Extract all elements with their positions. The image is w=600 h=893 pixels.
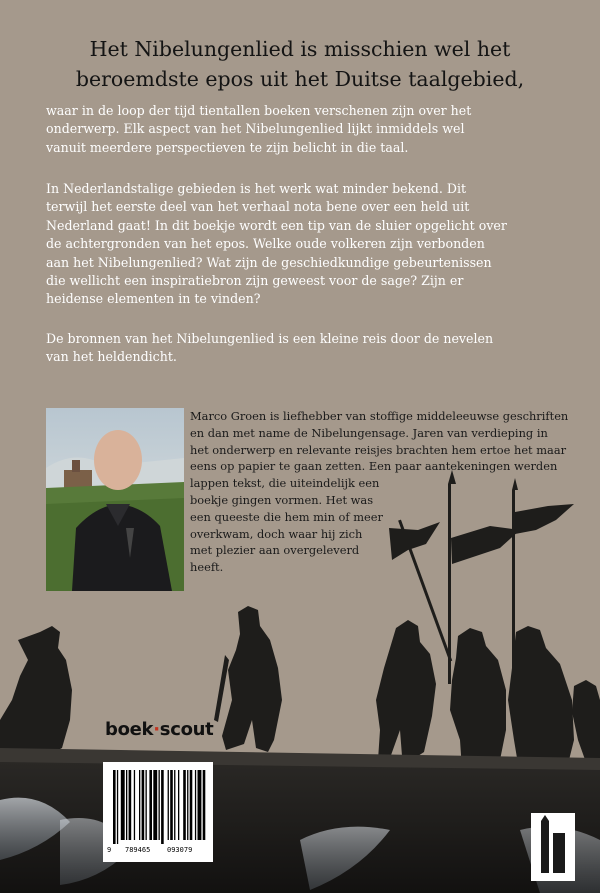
publisher-logo (105, 719, 213, 740)
text-line: De bronnen van het Nibelungenlied is een kleine reis door de nevelen (46, 331, 494, 346)
bio-line: boekje gingen vormen. Het was (190, 492, 374, 507)
headline-line-1: Het Nibelungenlied is misschien wel het (89, 37, 511, 61)
barcode-bar (113, 770, 116, 844)
barcode-group-1: 789465 (125, 846, 151, 854)
barcode-bar (117, 770, 118, 844)
barcode-bar (129, 770, 132, 840)
barcode-bar (146, 770, 147, 840)
bio-line: met plezier aan overgeleverd (190, 543, 360, 558)
barcode-bar (159, 770, 160, 840)
barcode-bar (170, 770, 173, 840)
barcode-bar (183, 770, 186, 840)
barcode-bar (178, 770, 179, 840)
barcode-bar (161, 770, 164, 844)
barcode-bar (139, 770, 140, 840)
publisher-tag-icon (531, 813, 575, 881)
barcode-bar (187, 770, 188, 840)
author-photo (46, 408, 184, 591)
barcode-bar (198, 770, 202, 840)
bio-line: Marco Groen is liefhebber van stoffige middeleeuwse geschriften (190, 409, 569, 423)
logo-text-scout: scout (159, 719, 214, 740)
text-line: waar in de loop der tijd tientallen boeken verschenen zijn over het (46, 103, 472, 118)
text-line: Nederland gaat! In dit boekje wordt een tip van de sluier opgelicht over (46, 217, 507, 233)
barcode-bar (121, 770, 125, 840)
barcode-bar (142, 770, 145, 840)
text-line: terwijl het eerste deel van het verhaal nota bene over een held uit (46, 199, 470, 215)
barcode-bar (195, 770, 196, 840)
text-line: die wellicht een inspiratiebron zijn geweest voor de sage? Zijn er (46, 273, 464, 289)
barcode-bar (153, 770, 157, 840)
barcode-bar (149, 770, 152, 840)
bio-line: het onderwerp en relevante reisjes brachten hem ertoe het maar (190, 442, 567, 457)
barcode-bar (203, 770, 206, 840)
barcode-bar (174, 770, 175, 840)
logo-dot: · (153, 719, 160, 740)
bio-line: lappen tekst, die uiteindelijk een (190, 476, 380, 491)
bio-line: en dan met name de Nibelungensage. Jaren van verdieping in (190, 425, 548, 440)
text-line: de achtergronden van het epos. Welke oude volkeren zijn verbonden (46, 236, 485, 252)
barcode-group-2: 093079 (167, 846, 193, 854)
barcode-lead-digit: 9 (107, 846, 112, 854)
text-line: aan het Nibelungenlied? Wat zijn de geschiedkundige gebeurtenissen (46, 254, 492, 270)
text-line: In Nederlandstalige gebieden is het werk wat minder bekend. Dit (46, 181, 467, 196)
text-line: onderwerp. Elk aspect van het Nibelungenlied lijkt inmiddels wel (46, 121, 465, 137)
bio-line: eens op papier te gaan zetten. Een paar aantekeningen werden (190, 459, 558, 474)
isbn-barcode (103, 762, 213, 862)
barcode-bars (103, 762, 213, 846)
barcode-bar (126, 770, 127, 840)
text-line: van het heldendicht. (46, 349, 177, 365)
bio-line: overkwam, doch waar hij zich (190, 526, 363, 541)
bio-line: een queeste die hem min of meer (190, 509, 383, 524)
barcode-bar (168, 770, 169, 840)
author-bio (190, 408, 569, 576)
logo-text-boek: boek (105, 719, 154, 740)
text-line: heidense elementen in te vinden? (46, 291, 261, 307)
barcode-bar (190, 770, 193, 840)
text-line: vanuit meerdere perspectieven te zijn belicht in die taal. (46, 139, 409, 155)
bio-line: heeft. (190, 560, 224, 575)
headline-line-2: beroemdste epos uit het Duitse taalgebied, (75, 67, 525, 91)
barcode-bar (134, 770, 135, 840)
